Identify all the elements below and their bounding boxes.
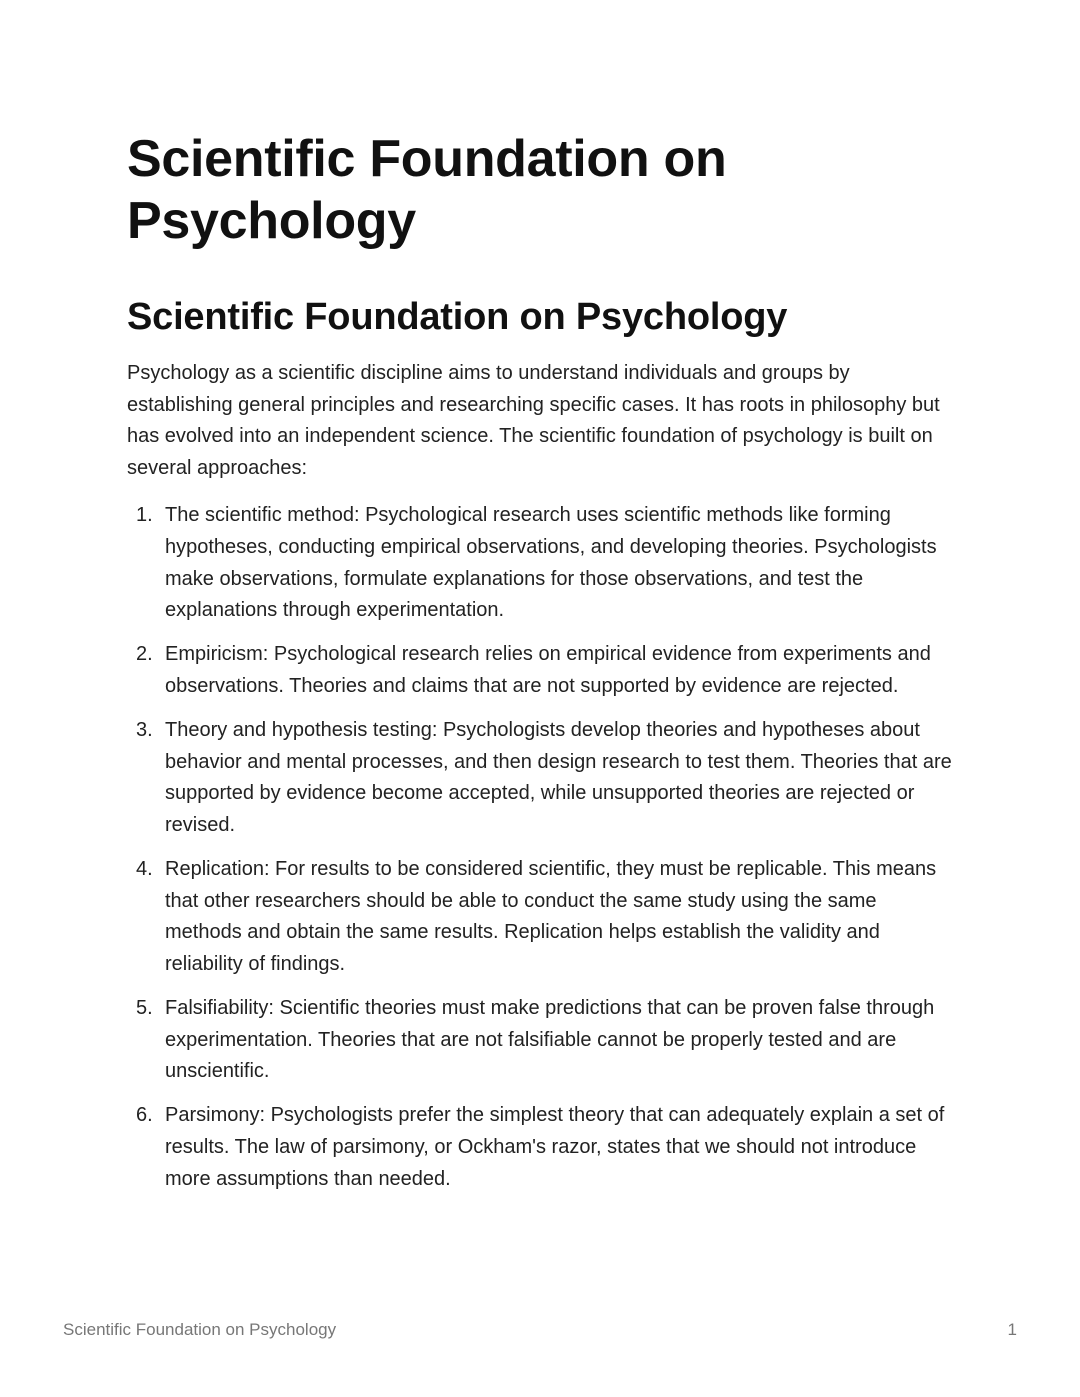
list-item bbox=[127, 854, 957, 980]
footer-title: Scientific Foundation on Psychology bbox=[63, 1320, 337, 1339]
list-item-number: 4. bbox=[136, 858, 153, 881]
section-heading: Scientific Foundation on Psychology bbox=[127, 296, 788, 338]
list-item-text: Parsimony: Psychologists prefer the simplest theory that can adequately explain a set of results. The law of parsimony, or Ockham's razor, states that we should not introduce more assumptions than needed. bbox=[165, 1104, 945, 1190]
list-item bbox=[127, 500, 957, 626]
approaches-list bbox=[127, 500, 957, 1195]
list-item bbox=[127, 993, 957, 1088]
list-item-text: Theory and hypothesis testing: Psychologists develop theories and hypotheses about behavior and mental processes, and then design research to test them. Theories that are supported by evidence become accepted, while unsupported theories are rejected or revised. bbox=[165, 719, 952, 836]
list-item-text: Empiricism: Psychological research relies on empirical evidence from experiments and observations. Theories and claims that are not supported by evidence are rejected. bbox=[165, 643, 931, 697]
list-item bbox=[127, 639, 957, 702]
list-item-text: Replication: For results to be considered scientific, they must be replicable. This means that other researchers should be able to conduct the same study using the same methods and obtain the same results. Replication helps establish the validity and reliability of findings. bbox=[165, 858, 937, 975]
list-item bbox=[127, 715, 957, 841]
document-title: Scientific Foundation on Psychology bbox=[127, 130, 727, 250]
page-footer bbox=[63, 1318, 1017, 1342]
page-content bbox=[127, 128, 957, 1208]
list-item-text: The scientific method: Psychological research uses scientific methods like forming hypotheses, conducting empirical observations, and developing theories. Psychologists make observations, formulate explanations for those observations, and test the explanations through experimentation. bbox=[165, 504, 937, 622]
list-item-number: 5. bbox=[136, 997, 153, 1020]
list-item-text: Falsifiability: Scientific theories must make predictions that can be proven false through experimentation. Theories that are not falsifiable cannot be properly tested and are unscientific. bbox=[165, 997, 935, 1083]
list-item-number: 1. bbox=[136, 504, 153, 527]
page-number: 1 bbox=[1007, 1320, 1017, 1339]
list-item-number: 2. bbox=[136, 643, 153, 666]
list-item-number: 3. bbox=[136, 719, 153, 742]
list-item bbox=[127, 1100, 957, 1195]
intro-paragraph: Psychology as a scientific discipline aims to understand individuals and groups by establishing general principles and researching specific cases. It has roots in philosophy but has evolved into an independent science. The scientific foundation of psychology is built on several approaches: bbox=[127, 362, 940, 479]
list-item-number: 6. bbox=[136, 1104, 153, 1127]
